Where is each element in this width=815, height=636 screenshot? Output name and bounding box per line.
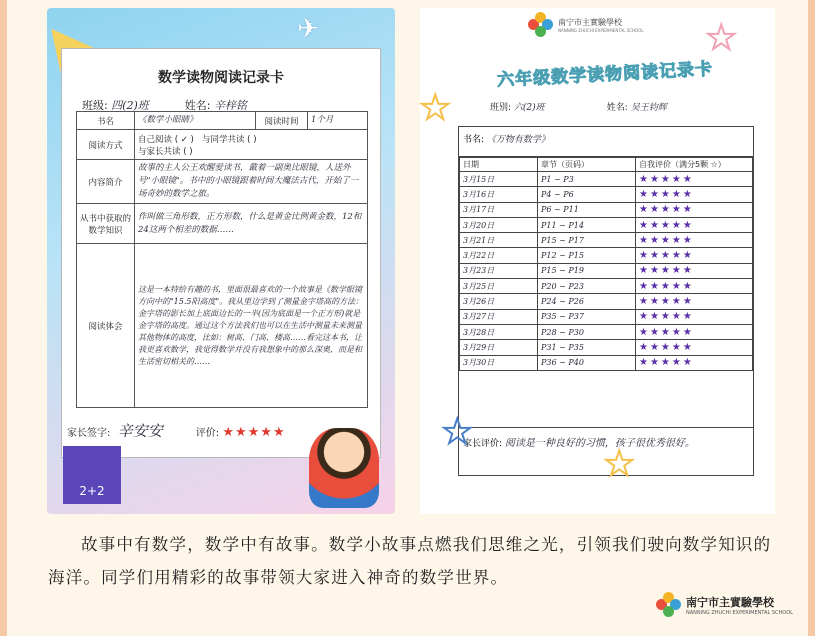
card-paper xyxy=(61,48,381,458)
record-table xyxy=(76,111,368,408)
rating-stars: ★★★★★ xyxy=(639,173,694,185)
book-value: 《数学小眼睛》 xyxy=(135,112,256,130)
rating-stars: ★★★★★ xyxy=(639,341,694,353)
table-row xyxy=(460,233,753,248)
right-reading-card xyxy=(420,8,775,514)
row-rating xyxy=(636,202,753,217)
school-sub: NANNING ZHUCHI EXPERIMENTAL SCHOOL xyxy=(558,27,644,33)
name-value: 吴王钧辉 xyxy=(630,103,667,113)
table-row xyxy=(460,202,753,217)
table-row xyxy=(460,340,753,355)
card-title: 六年级数学读物阅读记录卡 xyxy=(496,59,714,91)
name-label: 姓名: xyxy=(184,99,211,112)
comment-label: 家长评价: xyxy=(463,439,503,449)
col-date: 日期 xyxy=(460,158,538,172)
rating-stars: ★★★★★ xyxy=(639,296,694,308)
table-row xyxy=(460,279,753,294)
row-rating xyxy=(636,340,753,355)
reading-log xyxy=(458,126,754,428)
school-name: 南宁市主實驗學校 xyxy=(558,17,622,27)
row-date: 3月17日 xyxy=(460,202,538,217)
row-pages: P1 ~ P3 xyxy=(538,172,636,187)
table-row xyxy=(460,172,753,187)
mode-self: 自己阅读 ( ✓ ) xyxy=(138,134,194,145)
row-pages: P35 ~ P37 xyxy=(538,309,636,324)
bottom-school-logo xyxy=(656,592,793,618)
name-label: 姓名: xyxy=(606,103,628,113)
col-pages: 章节（页码） xyxy=(538,158,636,172)
row-rating xyxy=(636,217,753,232)
knowledge-value: 作叫做三角形数，正方形数，什么是黄金比例黄金数，12和24这两个相差的数据…… xyxy=(135,204,368,244)
class-value: 六(2)班 xyxy=(513,103,545,113)
rating-label: 评价: xyxy=(195,428,220,439)
description-paragraph: 故事中有数学，数学中有故事。数学小故事点燃我们思维之光，引领我们驶向数学知识的海洋。同学们用精彩的故事带领大家进入神奇的数学世界。 xyxy=(48,535,772,587)
table-row xyxy=(460,309,753,324)
row-date: 3月23日 xyxy=(460,263,538,278)
parent-sign-label: 家长签字: xyxy=(67,428,111,439)
name-value: 辛梓铭 xyxy=(213,99,247,112)
rating-stars: ★★★★★ xyxy=(639,311,694,323)
row-rating xyxy=(636,309,753,324)
table-row xyxy=(460,324,753,339)
book-row xyxy=(459,127,753,157)
log-table xyxy=(459,157,753,371)
intro-value: 故事的主人公王欢醒爱读书，戴着一副奥比眼镜，人送外号"小眼镜"。书中的小眼镜跟着时间大魔法古代，开始了一场奇妙的数学之旅。 xyxy=(135,160,368,204)
table-row xyxy=(460,294,753,309)
math-cube-decoration: 2+2 xyxy=(63,446,121,504)
parent-sign-value: 辛安安 xyxy=(117,422,163,440)
row-rating xyxy=(636,187,753,202)
rating-stars: ★★★★★ xyxy=(639,326,694,338)
cartoon-boy-illustration xyxy=(309,428,379,508)
rating-stars: ★★★★★ xyxy=(639,188,694,200)
row-pages: P20 ~ P23 xyxy=(538,279,636,294)
knowledge-label: 从书中获取的数学知识 xyxy=(77,204,135,244)
time-value: 1个月 xyxy=(308,112,368,130)
left-reading-card xyxy=(47,8,395,514)
school-logo xyxy=(528,12,644,38)
row-pages: P28 ~ P30 xyxy=(538,324,636,339)
table-row xyxy=(460,263,753,278)
book-value: 《万物有数学》 xyxy=(486,135,550,145)
row-rating xyxy=(636,248,753,263)
bottom-school-name: 南宁市主實驗學校 xyxy=(686,596,774,609)
rating-stars: ★★★★★ xyxy=(639,357,694,369)
row-date: 3月25日 xyxy=(460,279,538,294)
mode-label: 阅读方式 xyxy=(77,130,135,160)
reflection-label: 阅读体会 xyxy=(77,244,135,408)
row-date: 3月30日 xyxy=(460,355,538,370)
comment-value: 阅读是一种良好的习惯，孩子很优秀很好。 xyxy=(504,438,695,449)
class-label: 班级: xyxy=(82,99,108,112)
col-rating: 自我评价（满分5颗 ☆） xyxy=(636,158,753,172)
row-rating xyxy=(636,233,753,248)
intro-label: 内容简介 xyxy=(77,160,135,204)
row-rating xyxy=(636,279,753,294)
row-date: 3月21日 xyxy=(460,233,538,248)
time-label: 阅读时间 xyxy=(256,112,308,130)
table-row xyxy=(460,187,753,202)
card-meta xyxy=(490,100,750,113)
row-pages: P6 ~ P11 xyxy=(538,202,636,217)
class-value: 四(2)班 xyxy=(111,99,149,112)
row-rating xyxy=(636,355,753,370)
mode-classmates: 与同学共读 ( ) xyxy=(201,134,257,145)
book-label: 书名: xyxy=(463,135,485,145)
row-date: 3月15日 xyxy=(460,172,538,187)
pink-star-icon: ★ xyxy=(706,18,737,58)
row-pages: P15 ~ P19 xyxy=(538,263,636,278)
row-rating xyxy=(636,294,753,309)
row-pages: P24 ~ P26 xyxy=(538,294,636,309)
row-pages: P31 ~ P35 xyxy=(538,340,636,355)
row-date: 3月27日 xyxy=(460,309,538,324)
class-label: 班别: xyxy=(490,103,512,113)
row-date: 3月20日 xyxy=(460,217,538,232)
table-row xyxy=(460,355,753,370)
rating-stars: ★★★★★ xyxy=(639,250,694,262)
row-pages: P4 ~ P6 xyxy=(538,187,636,202)
school-flower-icon xyxy=(528,12,554,38)
mode-family: 与家长共读 ( ) xyxy=(138,146,193,157)
row-date: 3月22日 xyxy=(460,248,538,263)
row-date: 3月26日 xyxy=(460,294,538,309)
row-date: 3月28日 xyxy=(460,324,538,339)
table-row xyxy=(460,248,753,263)
reflection-value: 这是一本特给有趣的书，里面很最喜欢的一个故事是《数学眼镜方向中的"15.5阳高度"。我从里边学到了测量金字塔高的方法：金字塔的影长加上底面边长的一半(因为底面是一个正方形)就是金字塔的高度。通过这个方法我们也可以在生活中测量未来测量其他物体的高度，比如：树高、门高、楼高……看完这本书，让我更喜欢数学，我觉得数学并没有我想象中的那么深奥，而是和生活密切相关的…… xyxy=(135,244,368,408)
row-rating xyxy=(636,263,753,278)
rating-stars: ★★★★★ xyxy=(639,204,694,216)
row-pages: P12 ~ P15 xyxy=(538,248,636,263)
row-pages: P11 ~ P14 xyxy=(538,217,636,232)
rating-stars: ★★★★★ xyxy=(639,219,694,231)
mode-options xyxy=(135,130,368,160)
row-pages: P15 ~ P17 xyxy=(538,233,636,248)
yellow-star-icon-bottom: ★ xyxy=(604,444,635,484)
school-flower-icon xyxy=(656,592,682,618)
yellow-star-icon: ★ xyxy=(420,88,451,128)
table-row xyxy=(460,217,753,232)
rating-stars: ★★★★★ xyxy=(222,425,286,440)
row-date: 3月29日 xyxy=(460,340,538,355)
card-title: 数学读物阅读记录卡 xyxy=(158,70,284,86)
rating-stars: ★★★★★ xyxy=(639,280,694,292)
bottom-school-sub: NANNING ZHUCHI EXPERIMENTAL SCHOOL xyxy=(686,610,793,616)
rating-stars: ★★★★★ xyxy=(639,265,694,277)
row-date: 3月16日 xyxy=(460,187,538,202)
blue-star-icon: ★ xyxy=(442,412,473,452)
row-rating xyxy=(636,324,753,339)
log-body xyxy=(460,172,753,371)
row-rating xyxy=(636,172,753,187)
rating-stars: ★★★★★ xyxy=(639,234,694,246)
row-pages: P36 ~ P40 xyxy=(538,355,636,370)
book-label: 书名 xyxy=(77,112,135,130)
paper-plane-icon: ✈ xyxy=(297,14,319,44)
